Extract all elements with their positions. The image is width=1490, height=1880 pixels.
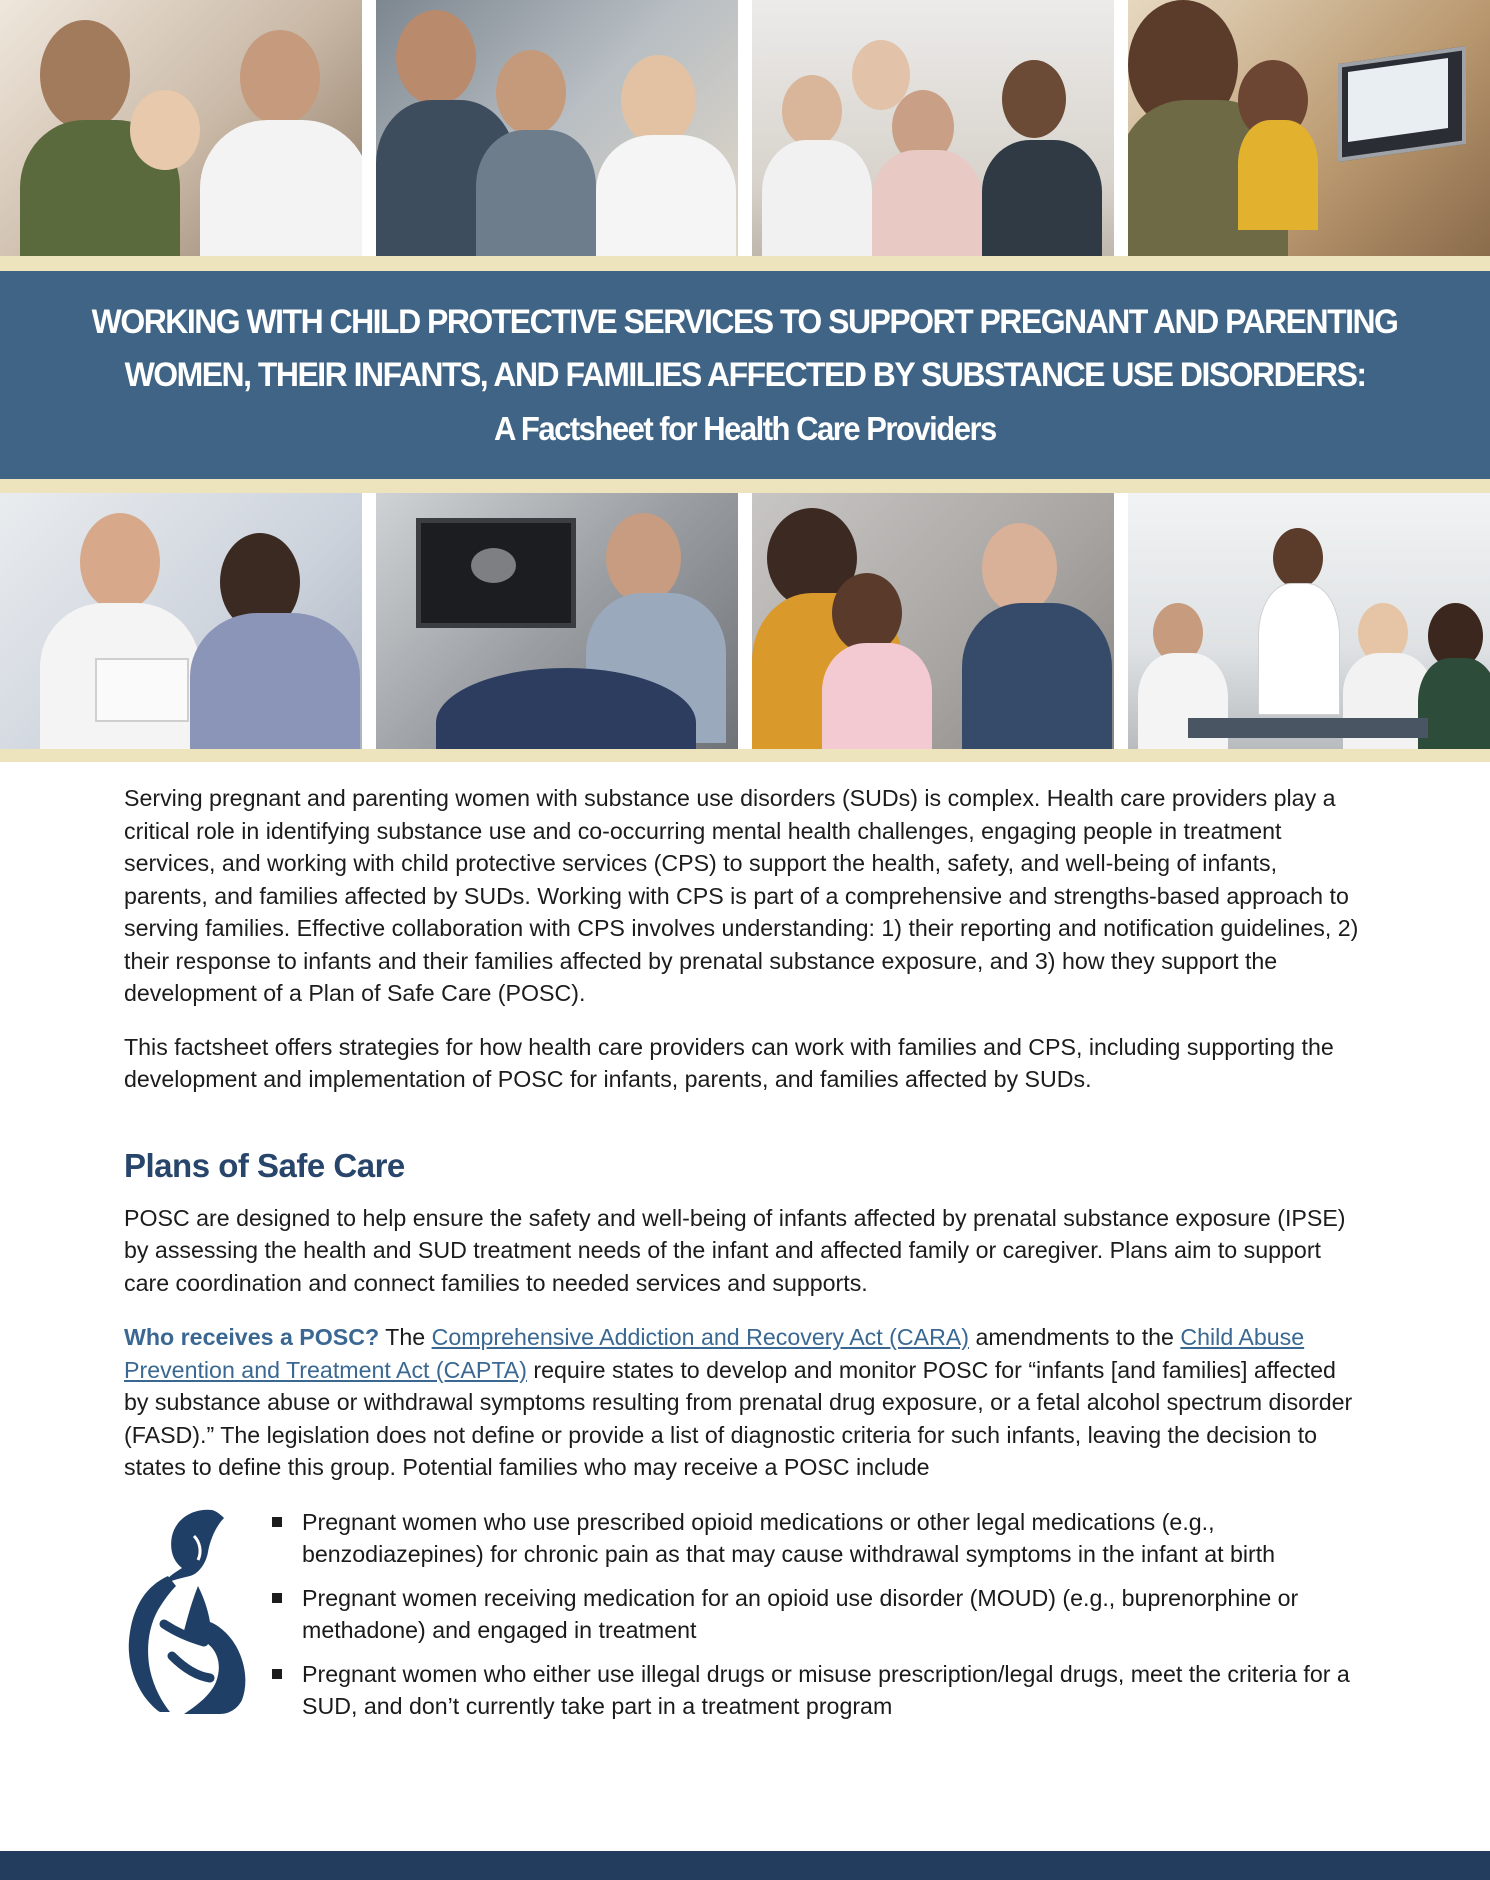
pregnant-woman-icon <box>124 1506 254 1716</box>
posc-recipients-section <box>124 1506 1360 1736</box>
section-heading-plans-of-safe-care: Plans of Safe Care <box>124 1146 405 1184</box>
list-item-text: Pregnant women who use prescribed opioid medications or other legal medications (e.g., benzodiazepines) for chronic pain as that may cause withdrawal symptoms in the infant at birth <box>302 1508 1276 1567</box>
intro-paragraph-2: This factsheet offers strategies for how health care providers can work with families and CPS, including supporting the development and implementation of POSC for infants, parents, and families affected by SUDs. <box>124 1033 1334 1092</box>
ultrasound-exam-photo <box>376 493 738 749</box>
cream-divider-bottom <box>0 749 1490 762</box>
bullet-square-icon <box>272 1593 282 1603</box>
posc-recipients-list <box>272 1506 1362 1734</box>
footer-bar <box>0 1851 1490 1880</box>
bullet-square-icon <box>272 1517 282 1527</box>
clinical-team-discussion-photo <box>1128 493 1490 749</box>
banner-subtitle: A Factsheet for Health Care Providers <box>494 409 996 447</box>
banner-title-line-2: WOMEN, THEIR INFANTS, AND FAMILIES AFFECTED BY SUBSTANCE USE DISORDERS: <box>124 355 1366 394</box>
list-item <box>272 1582 1362 1647</box>
cream-divider-top <box>0 256 1490 271</box>
list-item-text: Pregnant women who either use illegal drugs or misuse prescription/legal drugs, meet the criteria for a SUD, and don’t currently take part in a treatment program <box>302 1660 1350 1719</box>
who-receives-posc-paragraph <box>124 1321 1360 1484</box>
text-fragment: The <box>379 1324 432 1350</box>
top-photo-strip <box>0 0 1490 256</box>
cream-divider-middle <box>0 479 1490 493</box>
posc-description-paragraph: POSC are designed to help ensure the safety and well-being of infants affected by prenatal substance exposure (IPSE) by assessing the health and SUD treatment needs of the infant and affected family or caregiver. Plans aim to support care coordination and connect families to needed services and supports. <box>124 1204 1346 1296</box>
bottom-photo-strip <box>0 493 1490 749</box>
title-banner <box>0 271 1490 479</box>
who-receives-posc-lead: Who receives a POSC? <box>124 1324 380 1350</box>
capta-link[interactable]: Child Abuse Prevention and Treatment Act (CAPTA) <box>124 1324 1305 1383</box>
bullet-square-icon <box>272 1669 282 1679</box>
list-item-text: Pregnant women receiving medication for an opioid use disorder (MOUD) (e.g., buprenorphine or methadone) and engaged in treatment <box>302 1584 1299 1643</box>
father-child-telehealth-photo <box>1128 0 1490 256</box>
clinicians-meeting-photo <box>376 0 738 256</box>
main-content <box>124 782 1360 1736</box>
cara-link[interactable]: Comprehensive Addiction and Recovery Act (CARA) <box>431 1324 969 1350</box>
intro-paragraph-1: Serving pregnant and parenting women with substance use disorders (SUDs) is complex. Health care providers play a critical role in identifying substance use and co-occurring mental health challenges, engaging people in treatment services, and working with child protective services (CPS) to support the health, safety, and well-being of infants, parents, and families affected by SUDs. Working with CPS is part of a comprehensive and strengths-based approach to serving families. Effective collaboration with CPS involves understanding: 1) their reporting and notification guidelines, 2) their response to infants and their families affected by prenatal substance exposure, and 3) how they support the development of a Plan of Safe Care (POSC). <box>124 785 1359 1006</box>
mother-baby-doctor-photo <box>0 0 362 256</box>
medical-team-table-photo <box>752 0 1114 256</box>
banner-title-line-1: WORKING WITH CHILD PROTECTIVE SERVICES TO SUPPORT PREGNANT AND PARENTING <box>92 302 1398 341</box>
list-item <box>272 1658 1362 1723</box>
doctor-patient-tablet-photo <box>0 493 362 749</box>
text-fragment: amendments to the <box>969 1324 1181 1350</box>
list-item <box>272 1506 1362 1571</box>
pediatric-checkup-photo <box>752 493 1114 749</box>
text-fragment: require states to develop and monitor POSC for “infants [and families] affected by substance abuse or withdrawal symptoms resulting from prenatal drug exposure, or a fetal alcohol spectrum disorder (FASD).” The legislation does not define or provide a list of diagnostic criteria for such infants, leaving the decision to states to define this group. Potential families who may receive a POSC include <box>124 1356 1353 1480</box>
